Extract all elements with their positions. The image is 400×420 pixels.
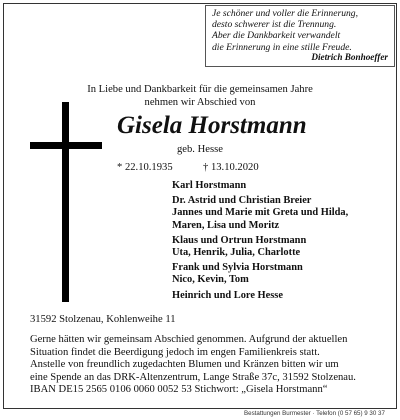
mourner-group <box>172 262 392 286</box>
quote-box <box>205 5 395 67</box>
mourner-group <box>172 180 392 192</box>
mourner-line: Karl Horstmann <box>172 180 247 191</box>
maiden-name: geb. Hesse <box>177 144 223 155</box>
mourner-line: Frank und Sylvia Horstmann <box>172 262 303 274</box>
cross-icon <box>30 102 102 302</box>
deceased-name: Gisela Horstmann <box>117 112 307 139</box>
mourner-line: Heinrich und Lore Hesse <box>172 289 283 301</box>
footer-credit: Bestattungen Burmester · Telefon (0 57 65) 9 30 37 <box>244 410 385 417</box>
body-text <box>30 334 392 397</box>
body-line: Gerne hätten wir gemeinsam Abschied genommen. Aufgrund der aktuellen <box>30 334 348 345</box>
mourner-line: Klaus und Ortrun Horstmann <box>172 234 307 246</box>
address: 31592 Stolzenau, Kohlenweihe 11 <box>30 314 176 325</box>
intro-line: nehmen wir Abschied von <box>144 97 256 108</box>
mourner-group <box>172 290 392 302</box>
quote-line: die Erinnerung in eine stille Freude. <box>212 41 352 53</box>
quote-line: Aber die Dankbarkeit verwandelt <box>212 30 341 42</box>
body-line: eine Spende an das DRK-Altenzentrum, Lange Straße 37c, 31592 Stolzenau. <box>30 371 356 383</box>
quote-line: desto schwerer ist die Trennung. <box>212 19 337 31</box>
intro-line: In Liebe und Dankbarkeit für die gemeinsamen Jahre <box>87 84 313 95</box>
mourner-line: Dr. Astrid und Christian Breier <box>172 195 312 207</box>
quote-author: Dietrich Bonhoeffer <box>311 51 388 62</box>
mourner-line: Maren, Lisa und Moritz <box>172 219 280 231</box>
quote-line: Je schöner und voller die Erinnerung, <box>212 8 359 19</box>
birth-date: * 22.10.1935 <box>117 162 173 173</box>
mourner-group <box>172 235 392 259</box>
mourner-line: Uta, Henrik, Julia, Charlotte <box>172 247 301 259</box>
body-line: IBAN DE15 2565 0106 0060 0052 53 Stichwort: „Gisela Horstmann“ <box>30 384 328 396</box>
death-date: † 13.10.2020 <box>203 162 259 173</box>
body-line: Anstelle von freundlich zugedachten Blumen und Kränzen bitten wir um <box>30 359 339 371</box>
mourner-group <box>172 195 392 232</box>
mourner-line: Nico, Kevin, Tom <box>172 274 249 286</box>
body-line: Situation findet die Beerdigung jedoch im engen Familienkreis statt. <box>30 346 320 358</box>
mourner-line: Jannes und Marie mit Greta und Hilda, <box>172 207 349 219</box>
mourners-list <box>172 180 392 305</box>
